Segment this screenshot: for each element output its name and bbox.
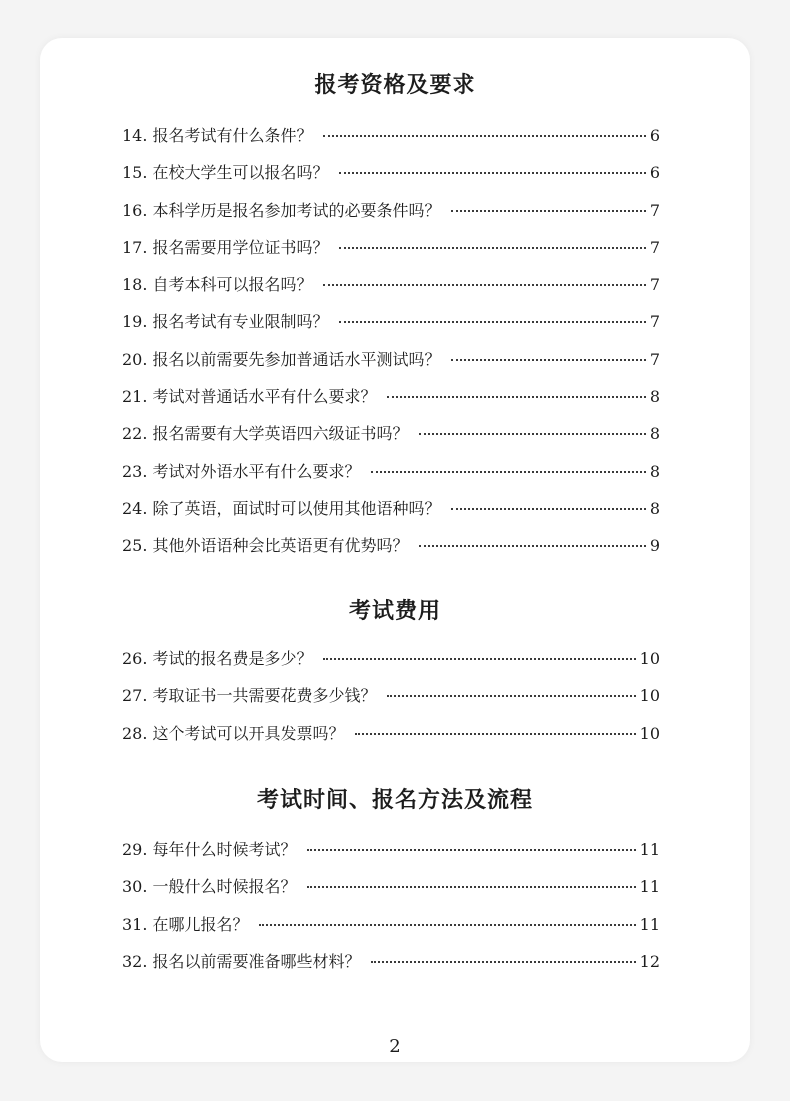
leader-dots: [339, 172, 646, 174]
toc-entry[interactable]: [122, 496, 660, 533]
entry-page-number: 10: [639, 686, 660, 706]
leader-dots: [419, 433, 646, 435]
entry-text: 18. 自考本科可以报名吗？: [122, 275, 313, 295]
toc-entry[interactable]: [122, 272, 660, 309]
entry-page-number: 6: [649, 163, 660, 183]
toc-entry[interactable]: [122, 721, 660, 758]
entry-text: 21. 考试对普通话水平有什么要求？: [122, 387, 377, 407]
toc-entry[interactable]: [122, 347, 660, 384]
toc-entry[interactable]: [122, 912, 660, 949]
entry-page-number: 8: [649, 461, 660, 481]
entry-text: 15. 在校大学生可以报名吗？: [122, 163, 329, 183]
toc-entry[interactable]: [122, 459, 660, 496]
toc-entry[interactable]: [122, 198, 660, 235]
toc-entry[interactable]: [122, 421, 660, 458]
leader-dots: [323, 658, 636, 660]
entry-text: 19. 报名考试有专业限制吗？: [122, 312, 329, 332]
entry-page-number: 8: [649, 498, 660, 518]
leader-dots: [355, 733, 636, 735]
entry-text: 22. 报名需要有大学英语四六级证书吗？: [122, 424, 409, 444]
toc-entry[interactable]: [122, 949, 660, 986]
toc-entry[interactable]: [122, 235, 660, 272]
leader-dots: [451, 508, 646, 510]
entry-text: 31. 在哪儿报名？: [122, 914, 249, 934]
entry-page-number: 11: [639, 840, 660, 859]
leader-dots: [323, 284, 646, 286]
leader-dots: [451, 210, 646, 212]
toc-entry[interactable]: [122, 874, 660, 911]
leader-dots: [387, 396, 646, 398]
leader-dots: [387, 695, 636, 697]
entry-text: 30. 一般什么时候报名？: [122, 877, 297, 897]
entry-text: 17. 报名需要用学位证书吗？: [122, 237, 329, 257]
toc-entry[interactable]: [122, 384, 660, 421]
entry-page-number: 7: [649, 312, 660, 332]
leader-dots: [339, 321, 646, 323]
leader-dots: [371, 471, 646, 473]
entry-page-number: 11: [639, 914, 660, 934]
entry-text: 28. 这个考试可以开具发票吗？: [122, 723, 345, 743]
section-title-eligibility: 报考资格及要求: [314, 73, 476, 98]
entry-text: 16. 本科学历是报名参加考试的必要条件吗？: [122, 200, 441, 220]
toc-entry[interactable]: [122, 309, 660, 346]
toc-list-eligibility: [122, 123, 660, 571]
toc-entry[interactable]: [122, 646, 660, 683]
entry-text: 14. 报名考试有什么条件？: [122, 126, 313, 145]
entry-page-number: 7: [649, 237, 660, 257]
toc-entry[interactable]: [122, 837, 660, 874]
leader-dots: [339, 247, 646, 249]
entry-text: 26. 考试的报名费是多少？: [122, 649, 313, 668]
leader-dots: [307, 886, 636, 888]
entry-page-number: 6: [649, 126, 660, 145]
entry-page-number: 10: [639, 649, 660, 668]
toc-list-fees: [122, 646, 660, 758]
entry-page-number: 7: [649, 349, 660, 369]
toc-entry[interactable]: [122, 533, 660, 570]
page-number: 2: [389, 1036, 401, 1057]
leader-dots: [259, 924, 636, 926]
toc-entry[interactable]: [122, 123, 660, 160]
entry-text: 27. 考取证书一共需要花费多少钱？: [122, 686, 377, 706]
section-title-schedule-and-process: 考试时间、报名方法及流程: [256, 788, 533, 813]
leader-dots: [371, 961, 636, 963]
leader-dots: [419, 545, 646, 547]
toc-list-schedule-and-process: [122, 837, 660, 986]
entry-page-number: 12: [639, 951, 660, 971]
entry-text: 20. 报名以前需要先参加普通话水平测试吗？: [122, 349, 441, 369]
section-title-fees: 考试费用: [348, 599, 441, 624]
entry-page-number: 7: [649, 275, 660, 295]
entry-page-number: 10: [639, 723, 660, 743]
toc-entry[interactable]: [122, 160, 660, 197]
entry-page-number: 11: [639, 877, 660, 897]
toc-entry[interactable]: [122, 683, 660, 720]
document-page: [40, 38, 750, 1062]
entry-page-number: 7: [649, 200, 660, 220]
entry-page-number: 8: [649, 424, 660, 444]
entry-text: 23. 考试对外语水平有什么要求？: [122, 461, 361, 481]
leader-dots: [451, 359, 646, 361]
entry-text: 24. 除了英语，面试时可以使用其他语种吗？: [122, 498, 441, 518]
leader-dots: [307, 849, 636, 851]
entry-text: 29. 每年什么时候考试？: [122, 840, 297, 859]
leader-dots: [323, 135, 646, 137]
entry-page-number: 9: [649, 536, 660, 556]
entry-page-number: 8: [649, 387, 660, 407]
entry-text: 32. 报名以前需要准备哪些材料？: [122, 951, 361, 971]
entry-text: 25. 其他外语语种会比英语更有优势吗？: [122, 536, 409, 556]
